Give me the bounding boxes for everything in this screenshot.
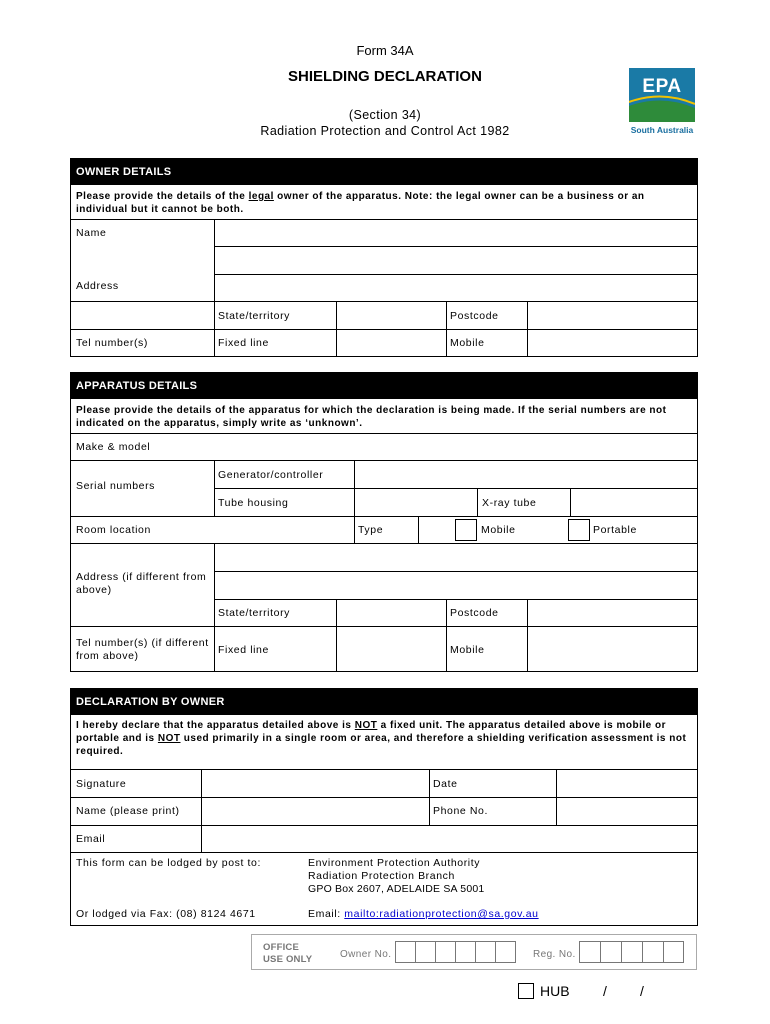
epa-address-line-2: Radiation Protection Branch [308, 870, 455, 882]
owner-mobile-label: Mobile [450, 337, 485, 349]
email-link[interactable]: mailto:radiationprotection@sa.gov.au [344, 908, 539, 920]
owner-no-label: Owner No. [340, 949, 392, 960]
owner-mobile-field[interactable] [528, 330, 697, 357]
apparatus-state-label: State/territory [218, 607, 291, 619]
mobile-checkbox[interactable] [455, 519, 477, 541]
date-slash-2: / [640, 983, 644, 999]
logo-text: EPA [642, 76, 682, 97]
logo-subtext: South Australia [630, 125, 694, 135]
owner-fixed-label: Fixed line [218, 337, 269, 349]
type-label: Type [358, 524, 384, 536]
portable-option-label: Portable [593, 524, 637, 536]
apparatus-state-field[interactable] [337, 600, 446, 626]
page-title: SHIELDING DECLARATION [288, 68, 482, 85]
phone-field[interactable] [557, 798, 697, 825]
apparatus-mobile-label: Mobile [450, 644, 485, 656]
section-reference: (Section 34) [348, 108, 422, 122]
owner-no-boxes[interactable] [395, 941, 515, 963]
tube-housing-label: Tube housing [218, 497, 289, 509]
epa-address-line-3: GPO Box 2607, ADELAIDE SA 5001 [308, 883, 485, 895]
xray-tube-field[interactable] [571, 489, 697, 516]
office-use-label-1: OFFICE [263, 942, 300, 953]
make-model-label: Make & model [76, 441, 151, 453]
signature-label: Signature [76, 778, 127, 790]
owner-postcode-field[interactable] [528, 302, 697, 329]
tube-housing-field[interactable] [355, 489, 477, 516]
declaration-heading: DECLARATION BY OWNER [70, 688, 698, 715]
epa-logo [629, 68, 695, 136]
declaration-text [76, 719, 694, 758]
owner-name-field[interactable] [215, 220, 697, 246]
owner-postcode-label: Postcode [450, 310, 499, 322]
declaration-text-p2: a fixed unit. The apparatus detailed above is mobile or portable and is [76, 720, 666, 744]
owner-address-label: Address [76, 280, 119, 292]
email-label: Email [76, 833, 106, 845]
reg-no-label: Reg. No. [533, 949, 576, 960]
owner-details-heading: OWNER DETAILS [70, 158, 698, 185]
declaration-text-p1: I hereby declare that the apparatus detailed above is [76, 720, 355, 731]
date-field[interactable] [557, 770, 697, 797]
make-model-field[interactable] [215, 434, 697, 460]
apparatus-address-field-2[interactable] [215, 572, 697, 599]
hub-checkbox[interactable] [518, 983, 534, 999]
declaration-not-2: NOT [157, 733, 181, 744]
lodge-post-text: This form can be lodged by post to: [76, 857, 262, 869]
act-name: Radiation Protection and Control Act 1982 [260, 124, 510, 138]
email-field[interactable] [202, 826, 697, 852]
apparatus-fixed-field[interactable] [337, 627, 446, 672]
apparatus-details-heading: APPARATUS DETAILS [70, 372, 698, 399]
owner-fixed-field[interactable] [337, 330, 446, 357]
reg-no-boxes[interactable] [579, 941, 684, 963]
office-use-label-2: USE ONLY [263, 954, 313, 965]
lodge-email-prefix: Email: [308, 908, 345, 920]
owner-instruction [76, 190, 691, 216]
owner-tel-label: Tel number(s) [76, 337, 148, 349]
generator-label: Generator/controller [218, 469, 324, 481]
date-slash-1: / [603, 983, 607, 999]
apparatus-postcode-field[interactable] [528, 600, 697, 626]
portable-checkbox[interactable] [568, 519, 590, 541]
name-print-label: Name (please print) [76, 805, 180, 817]
name-print-field[interactable] [202, 798, 429, 825]
xray-tube-label: X-ray tube [482, 497, 537, 509]
phone-label: Phone No. [433, 805, 489, 817]
owner-state-label: State/territory [218, 310, 291, 322]
apparatus-address-field-1[interactable] [215, 544, 697, 571]
owner-name-label: Name [76, 227, 107, 239]
hub-label: HUB [540, 983, 570, 999]
mobile-option-label: Mobile [481, 524, 516, 536]
apparatus-postcode-label: Postcode [450, 607, 499, 619]
room-location-field[interactable] [71, 517, 354, 543]
apparatus-tel-label: Tel number(s) (if different from above) [76, 637, 209, 662]
epa-address-line-1: Environment Protection Authority [308, 857, 481, 869]
apparatus-mobile-field[interactable] [528, 627, 697, 672]
generator-field[interactable] [355, 461, 697, 488]
form-number: Form 34A [356, 43, 414, 58]
lodge-fax-text: Or lodged via Fax: (08) 8124 4671 [76, 908, 256, 920]
owner-instruction-pre: Please provide the details of the [76, 191, 249, 202]
apparatus-address-label: Address (if different from above) [76, 571, 207, 596]
declaration-not-1: NOT [354, 720, 378, 731]
owner-address-field-2[interactable] [215, 275, 697, 301]
date-label: Date [433, 778, 458, 790]
owner-address-field-1[interactable] [215, 247, 697, 274]
apparatus-fixed-label: Fixed line [218, 644, 269, 656]
owner-instruction-post: owner of the apparatus. Note: the legal owner can be a business or an individual but it cannot be both. [76, 191, 645, 215]
owner-instruction-emph: legal [248, 191, 274, 202]
lodge-email-line [308, 908, 539, 920]
signature-field[interactable] [202, 770, 429, 797]
declaration-text-p3: used primarily in a single room or area, and therefore a shielding verification assessment is not required. [76, 733, 687, 757]
apparatus-instruction: Please provide the details of the apparatus for which the declaration is being made. If the serial numbers are not indicated on the apparatus, simply write as ‘unknown’. [76, 405, 667, 429]
serial-numbers-label: Serial numbers [76, 480, 156, 492]
room-location-label: Room location [76, 524, 151, 536]
owner-state-field[interactable] [337, 302, 446, 329]
